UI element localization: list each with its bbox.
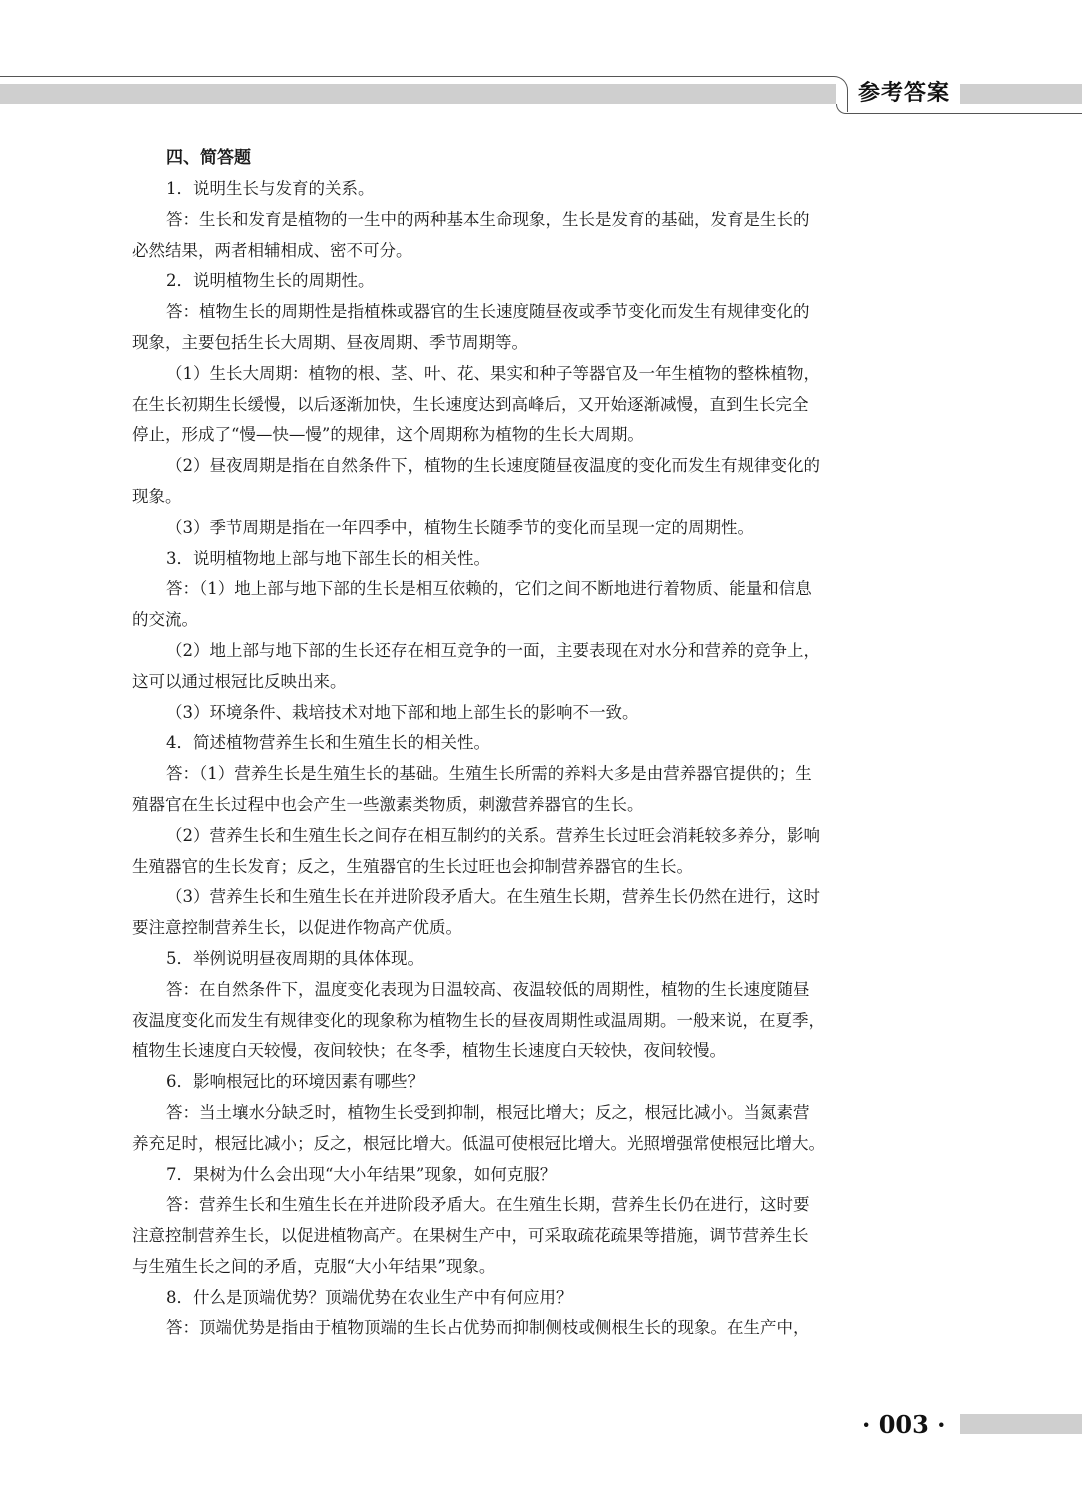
- text-line: 8．什么是顶端优势？顶端优势在农业生产中有何应用？: [166, 1287, 573, 1307]
- running-header-title: 参考答案: [858, 81, 951, 106]
- text-line: 1．说明生长与发育的关系。: [166, 179, 375, 198]
- text-line: 与生殖生长之间的矛盾，克服“大小年结果”现象。: [132, 1256, 496, 1276]
- text-line: 答：植物生长的周期性是指植株或器官的生长速度随昼夜或季节变化而发生有规律变化的: [166, 302, 810, 322]
- text-line: 注意控制营养生长，以促进植物高产。在果树生产中，可采取疏花疏果等措施，调节营养生长: [132, 1226, 809, 1246]
- text-line: 植物生长速度白天较慢，夜间较快；在冬季，植物生长速度白天较快，夜间较慢。: [132, 1041, 726, 1061]
- text-line: 答：（1）营养生长是生殖生长的基础。生殖生长所需的养料大多是由营养器官提供的；生: [166, 764, 812, 784]
- text-line: （3）环境条件、栽培技术对地下部和地上部生长的影响不一致。: [166, 702, 639, 722]
- text-line: 的交流。: [132, 610, 198, 630]
- text-line: 生殖器官的生长发育；反之，生殖器官的生长过旺也会抑制营养器官的生长。: [132, 856, 693, 876]
- text-line: 6．影响根冠比的环境因素有哪些？: [166, 1072, 424, 1092]
- page-number: · 003 ·: [862, 1410, 946, 1439]
- text-line: （3）季节周期是指在一年四季中，植物生长随季节的变化而呈现一定的周期性。: [166, 517, 754, 537]
- text-line: （1）生长大周期：植物的根、茎、叶、花、果实和种子等器官及一年生植物的整株植物，: [166, 363, 820, 383]
- text-line: 殖器官在生长过程中也会产生一些激素类物质，刺激营养器官的生长。: [132, 794, 644, 814]
- text-line: 现象，主要包括生长大周期、昼夜周期、季节周期等。: [132, 332, 528, 352]
- text-line: 必然结果，两者相辅相成、密不可分。: [132, 240, 413, 260]
- page-body: [132, 142, 952, 1344]
- text-line: 答：营养生长和生殖生长在并进阶段矛盾大。在生殖生长期，营养生长仍在进行，这时要: [166, 1195, 810, 1215]
- text-line: 7．果树为什么会出现“大小年结果”现象，如何克服？: [166, 1164, 557, 1184]
- text-line: 现象。: [132, 486, 182, 506]
- text-line: 3．说明植物地上部与地下部生长的相关性。: [166, 548, 490, 568]
- text-line: （2）营养生长和生殖生长之间存在相互制约的关系。营养生长过旺会消耗较多养分，影响: [166, 825, 820, 845]
- text-line: 答：生长和发育是植物的一生中的两种基本生命现象，生长是发育的基础，发育是生长的: [166, 209, 810, 229]
- text-line: 夜温度变化而发生有规律变化的现象称为植物生长的昼夜周期性或温周期。一般来说，在夏季，: [132, 1010, 825, 1030]
- text-line: 在生长初期生长缓慢，以后逐渐加快，生长速度达到高峰后，又开始逐渐减慢，直到生长完全: [132, 394, 809, 414]
- text-line: 要注意控制营养生长，以促进作物高产优质。: [132, 918, 462, 938]
- text-line: 答：（1）地上部与地下部的生长是相互依赖的，它们之间不断地进行着物质、能量和信息: [166, 579, 812, 599]
- text-line: 答：当土壤水分缺乏时，植物生长受到抑制，根冠比增大；反之，根冠比减小。当氮素营: [166, 1102, 810, 1122]
- text-line: 5．举例说明昼夜周期的具体体现。: [166, 948, 424, 968]
- text-line: 2．说明植物生长的周期性。: [166, 271, 375, 291]
- text-line: 4．简述植物营养生长和生殖生长的相关性。: [166, 733, 490, 753]
- section-heading: 四、简答题: [166, 148, 251, 168]
- text-line: （3）营养生长和生殖生长在并进阶段矛盾大。在生殖生长期，营养生长仍然在进行，这时: [166, 887, 820, 907]
- text-line: 停止，形成了“慢—快—慢”的规律，这个周期称为植物的生长大周期。: [132, 425, 644, 445]
- text-line: 这可以通过根冠比反映出来。: [132, 671, 347, 691]
- header-underline: [846, 113, 1082, 114]
- text-line: 答：顶端优势是指由于植物顶端的生长占优势而抑制侧枝或侧根生长的现象。在生产中，: [166, 1318, 810, 1338]
- header-decor-bar-right: [960, 84, 1082, 104]
- text-line: 养充足时，根冠比减小；反之，根冠比增大。低温可使根冠比增大。光照增强常使根冠比增大。: [132, 1133, 825, 1153]
- text-line: 答：在自然条件下，温度变化表现为日温较高、夜温较低的周期性，植物的生长速度随昼: [166, 979, 810, 999]
- text-line: （2）昼夜周期是指在自然条件下，植物的生长速度随昼夜温度的变化而发生有规律变化的: [166, 456, 820, 476]
- header-frame-line: [0, 76, 848, 112]
- answer-text-block: [132, 174, 952, 1344]
- footer-decor-bar: [960, 1414, 1082, 1434]
- text-line: （2）地上部与地下部的生长还存在相互竞争的一面，主要表现在对水分和营养的竞争上，: [166, 640, 820, 660]
